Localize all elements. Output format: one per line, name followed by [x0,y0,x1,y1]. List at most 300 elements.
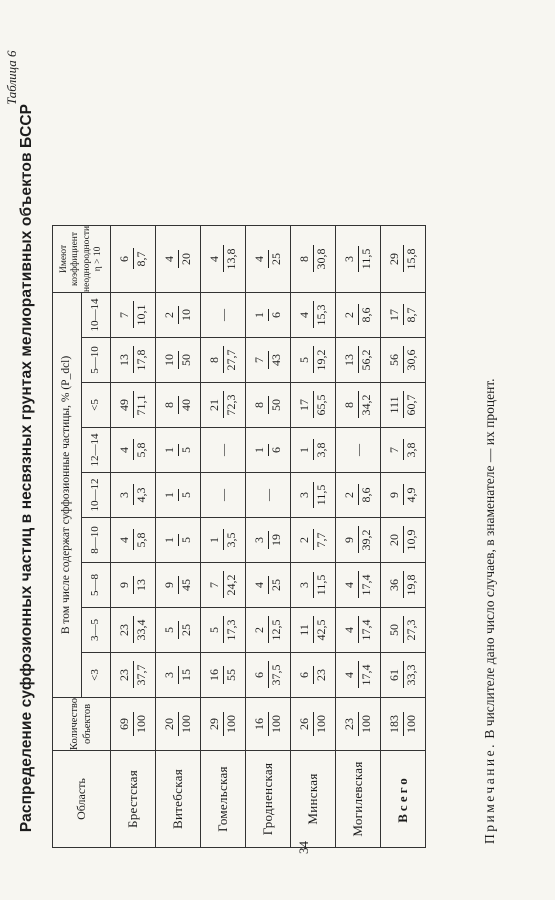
region-name: Витебская [156,751,201,848]
fraction [297,439,329,460]
fraction [387,484,419,505]
fraction-denominator: 60,7 [403,391,420,418]
value-cell [156,292,201,337]
fraction-numerator: 4 [206,255,221,262]
fraction-numerator: 1 [296,446,311,453]
fraction-numerator: 8 [206,356,221,363]
value-cell [246,562,291,607]
fraction [162,666,194,684]
fraction [252,351,284,369]
value-cell [381,472,426,517]
fraction [387,346,419,373]
fraction-denominator: 100 [358,712,375,736]
region-name: Минская [291,751,336,848]
fraction [117,391,149,418]
table-body [111,225,426,847]
fraction-denominator: 7,7 [313,529,330,550]
table-container [52,225,426,848]
fraction [387,712,419,736]
header-bin: 10—14 [82,292,111,337]
fraction-numerator: 3 [341,255,356,262]
value-cell [111,337,156,382]
fraction-numerator: 23 [116,623,131,636]
fraction-denominator: 25 [268,576,285,594]
value-cell [291,337,336,382]
fraction-denominator: 34,2 [358,391,375,418]
fraction-denominator: 39,2 [358,526,375,553]
fraction-denominator: 45 [178,576,195,594]
note-text: В числителе дано число случаев, в знаменателе — их процент. [482,378,497,742]
fraction-denominator: 50 [268,396,285,414]
fraction [297,245,329,272]
fraction-numerator: 7 [116,311,131,318]
fraction-numerator: 3 [161,671,176,678]
fraction [387,304,419,325]
value-cell [156,337,201,382]
fraction-denominator: 5 [178,489,195,501]
dash: — [215,308,230,321]
value-cell [156,517,201,562]
fraction-numerator: 9 [116,581,131,588]
fraction-numerator: 2 [161,311,176,318]
value-cell [201,427,246,472]
fraction [162,351,194,369]
value-cell [201,472,246,517]
dash: — [215,488,230,501]
dash: — [215,443,230,456]
fraction-numerator: 4 [116,536,131,543]
value-cell [201,517,246,562]
value-cell [156,472,201,517]
fraction-numerator: 183 [386,714,401,733]
fraction [117,661,149,688]
fraction [207,616,239,643]
fraction-numerator: 9 [386,491,401,498]
value-cell [336,337,381,382]
fraction-denominator: 4,9 [403,484,420,505]
dash: — [260,488,275,501]
fraction-numerator: 9 [161,581,176,588]
value-cell [336,427,381,472]
fraction [342,484,374,505]
value-cell [336,652,381,697]
fraction-numerator: 23 [116,668,131,681]
fraction-denominator: 24,2 [223,571,240,598]
value-cell [201,562,246,607]
fraction-denominator: 100 [133,712,150,736]
fraction [252,250,284,268]
fraction [342,304,374,325]
value-cell [381,337,426,382]
fraction [162,576,194,594]
fraction [162,396,194,414]
fraction [117,616,149,643]
fraction-numerator: 16 [206,668,221,681]
fraction-denominator: 17,4 [358,661,375,688]
fraction-denominator: 17,3 [223,616,240,643]
fraction-numerator: 7 [386,446,401,453]
value-cell [336,472,381,517]
fraction-numerator: 2 [296,536,311,543]
header-bin: <3 [82,652,111,697]
fraction [117,576,149,594]
fraction-numerator: 8 [251,401,266,408]
fraction-numerator: 4 [251,581,266,588]
fraction-denominator: 17,4 [358,571,375,598]
fraction-denominator: 8,7 [403,304,420,325]
value-cell [156,427,201,472]
fraction-denominator: 5,8 [133,439,150,460]
fraction-denominator: 4,3 [133,484,150,505]
fraction-denominator: 50 [178,351,195,369]
value-cell [291,607,336,652]
header-subgroup: В том числе содержат суффозионные частицы, % (P_dcl) [53,292,82,697]
fraction-denominator: 13 [133,576,150,594]
fraction-numerator: 4 [341,581,356,588]
fraction-numerator: 1 [161,446,176,453]
fraction-denominator: 3,5 [223,529,240,550]
fraction-denominator: 20 [178,250,195,268]
fraction [117,346,149,373]
fraction-denominator: 33,3 [403,661,420,688]
fraction [207,529,239,550]
fraction-numerator: 50 [386,623,401,636]
value-cell [201,607,246,652]
table-label: Таблица 6 [4,50,19,105]
fraction [207,245,239,272]
fraction-denominator: 30,6 [403,346,420,373]
header-bin: 12—14 [82,427,111,472]
header-region: Область [53,751,111,848]
fraction-denominator: 19,2 [313,346,330,373]
table-row [111,225,156,847]
count-cell [111,697,156,750]
value-cell [201,652,246,697]
fraction-numerator: 16 [251,717,266,730]
fraction [252,712,284,736]
fraction-numerator: 4 [341,626,356,633]
region-name: Гродненская [246,751,291,848]
fraction-denominator: 25 [268,250,285,268]
fraction [117,439,149,460]
fraction-numerator: 23 [341,717,356,730]
fraction-numerator: 3 [296,491,311,498]
fraction [342,712,374,736]
value-cell [201,292,246,337]
fraction-denominator: 19 [268,531,285,549]
value-cell [336,562,381,607]
region-name: Брестская [111,751,156,848]
header-bin: 3—5 [82,607,111,652]
table-title: Распределение суффозионных частиц в несвязных грунтах мелиоративных объектов БССР [18,103,35,833]
page-number: 34 [296,841,311,854]
value-cell [201,382,246,427]
fraction-numerator: 4 [341,671,356,678]
fraction-denominator: 30,8 [313,245,330,272]
fraction-numerator: 1 [251,446,266,453]
fraction-denominator: 8,7 [133,248,150,269]
fraction [297,712,329,736]
fraction-numerator: 36 [386,578,401,591]
fraction [297,346,329,373]
value-cell [246,382,291,427]
ratio-cell [246,225,291,292]
value-cell [111,607,156,652]
value-cell [291,472,336,517]
table-row [246,225,291,847]
value-cell [201,337,246,382]
value-cell [111,562,156,607]
value-cell [246,292,291,337]
count-cell [156,697,201,750]
fraction [117,529,149,550]
value-cell [291,652,336,697]
region-name: Всего [381,751,426,848]
fraction-numerator: 8 [341,401,356,408]
value-cell [246,607,291,652]
fraction-denominator: 42,5 [313,616,330,643]
fraction-numerator: 20 [161,717,176,730]
fraction-numerator: 29 [386,252,401,265]
fraction-denominator: 15,8 [403,245,420,272]
fraction-denominator: 37,5 [268,661,285,688]
header-bin: <5 [82,382,111,427]
header-bin: 5—10 [82,337,111,382]
fraction-denominator: 8,6 [358,484,375,505]
header-bin: 5—8 [82,562,111,607]
fraction-denominator: 11,5 [313,572,330,599]
fraction-denominator: 11,5 [358,246,375,273]
fraction-numerator: 29 [206,717,221,730]
fraction-numerator: 1 [206,536,221,543]
fraction-denominator: 40 [178,396,195,414]
value-cell [291,427,336,472]
fraction-numerator: 111 [386,396,401,414]
value-cell [336,607,381,652]
fraction [117,248,149,269]
fraction [387,661,419,688]
fraction-denominator: 15 [178,666,195,684]
table-row [201,225,246,847]
value-cell [111,472,156,517]
count-cell [201,697,246,750]
value-cell [336,382,381,427]
fraction-denominator: 13,8 [223,245,240,272]
data-table [52,225,426,848]
fraction-denominator: 8,6 [358,304,375,325]
fraction-numerator: 4 [116,446,131,453]
fraction-denominator: 100 [403,712,420,736]
fraction-denominator: 17,4 [358,616,375,643]
fraction-numerator: 20 [386,533,401,546]
fraction-numerator: 56 [386,353,401,366]
fraction-denominator: 12,5 [268,616,285,643]
fraction [252,661,284,688]
value-cell [381,427,426,472]
fraction [387,439,419,460]
fraction-numerator: 13 [341,353,356,366]
fraction-denominator: 71,1 [133,391,150,418]
ratio-cell [291,225,336,292]
fraction-numerator: 17 [296,398,311,411]
fraction [162,489,194,501]
value-cell [156,382,201,427]
fraction-denominator: 43 [268,351,285,369]
fraction [297,391,329,418]
fraction [387,616,419,643]
region-name: Гомельская [201,751,246,848]
fraction [252,576,284,594]
fraction [252,309,284,321]
fraction [207,391,239,418]
fraction-numerator: 5 [161,626,176,633]
value-cell [381,517,426,562]
value-cell [246,472,291,517]
fraction-denominator: 25 [178,621,195,639]
fraction-numerator: 21 [206,398,221,411]
fraction [387,391,419,418]
fraction-numerator: 8 [296,255,311,262]
fraction-numerator: 7 [251,356,266,363]
fraction-numerator: 2 [251,626,266,633]
table-row [336,225,381,847]
value-cell [111,427,156,472]
fraction-numerator: 3 [251,536,266,543]
value-cell [246,337,291,382]
value-cell [156,562,201,607]
fraction-numerator: 3 [116,491,131,498]
value-cell [381,562,426,607]
fraction [297,482,329,509]
table-row [156,225,201,847]
fraction-denominator: 100 [313,712,330,736]
ratio-cell [111,225,156,292]
fraction-numerator: 26 [296,717,311,730]
fraction [342,391,374,418]
fraction [162,621,194,639]
value-cell [111,292,156,337]
fraction-numerator: 9 [341,536,356,543]
fraction-denominator: 6 [268,309,285,321]
fraction-denominator: 10 [178,306,195,324]
fraction-denominator: 100 [268,712,285,736]
fraction [342,346,374,373]
fraction [162,712,194,736]
fraction-numerator: 6 [116,255,131,262]
fraction-denominator: 100 [178,712,195,736]
fraction [162,306,194,324]
fraction [387,245,419,272]
fraction [162,444,194,456]
fraction-numerator: 6 [251,671,266,678]
fraction [297,616,329,643]
table-row [381,225,426,847]
value-cell [156,652,201,697]
value-cell [291,292,336,337]
fraction-numerator: 11 [296,624,311,636]
ratio-cell [156,225,201,292]
value-cell [246,427,291,472]
fraction-denominator: 56,2 [358,346,375,373]
fraction-numerator: 5 [296,356,311,363]
value-cell [111,652,156,697]
value-cell [111,382,156,427]
fraction-denominator: 5,8 [133,529,150,550]
value-cell [381,652,426,697]
fraction-denominator: 55 [223,666,240,684]
fraction [252,531,284,549]
fraction [342,571,374,598]
fraction-denominator: 19,8 [403,571,420,598]
fraction-numerator: 2 [341,491,356,498]
fraction-denominator: 5 [178,444,195,456]
region-name: Могилевская [336,751,381,848]
fraction-numerator: 1 [251,311,266,318]
fraction [207,571,239,598]
fraction-numerator: 8 [161,401,176,408]
fraction [117,484,149,505]
fraction [117,301,149,328]
value-cell [291,562,336,607]
count-cell [291,697,336,750]
fraction-numerator: 69 [116,717,131,730]
value-cell [381,382,426,427]
fraction [162,534,194,546]
value-cell [156,607,201,652]
fraction [117,712,149,736]
fraction [162,250,194,268]
fraction [207,346,239,373]
fraction-numerator: 10 [161,353,176,366]
value-cell [246,652,291,697]
fraction-numerator: 7 [206,581,221,588]
fraction [297,301,329,328]
fraction [342,246,374,273]
fraction [342,616,374,643]
fraction-denominator: 27,3 [403,616,420,643]
fraction-denominator: 5 [178,534,195,546]
fraction [342,661,374,688]
value-cell [381,292,426,337]
count-cell [381,697,426,750]
fraction-numerator: 3 [296,581,311,588]
fraction-numerator: 1 [161,491,176,498]
fraction [297,666,329,684]
value-cell [291,382,336,427]
fraction [252,616,284,643]
fraction-denominator: 65,5 [313,391,330,418]
fraction-denominator: 100 [223,712,240,736]
header-count: Количество объектов [53,697,111,750]
fraction-numerator: 2 [341,311,356,318]
fraction-denominator: 23 [313,666,330,684]
count-cell [336,697,381,750]
fraction-denominator: 17,8 [133,346,150,373]
fraction-denominator: 37,7 [133,661,150,688]
fraction-denominator: 27,7 [223,346,240,373]
dash: — [350,443,365,456]
fraction [207,712,239,736]
note-lead: Примечание. [482,741,497,844]
value-cell [336,517,381,562]
fraction [342,526,374,553]
fraction-numerator: 5 [206,626,221,633]
fraction [387,526,419,553]
fraction-denominator: 3,8 [313,439,330,460]
count-cell [246,697,291,750]
value-cell [381,607,426,652]
fraction-numerator: 13 [116,353,131,366]
